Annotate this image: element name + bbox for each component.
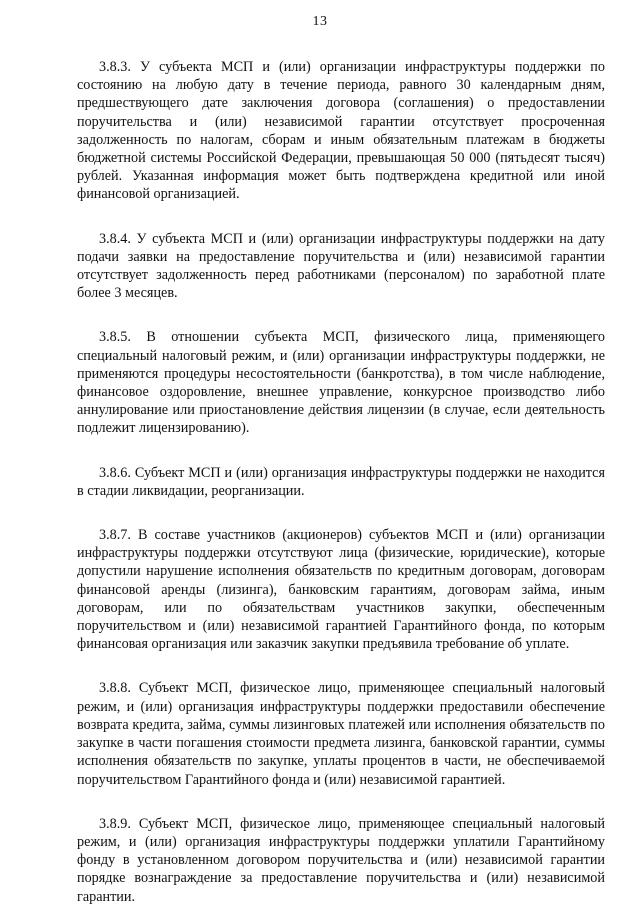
paragraph-3-8-5: 3.8.5. В отношении субъекта МСП, физического лица, применяющего специальный налоговый режим, и (или) организации инфраструктуры поддержки, не применяются процедуры несостоятельности (банкротства), в том числе наблюдение, финансовое оздоровление, внешнее управление, конкурсное производство либо аннулирование или приостановление действия лицензии (в случае, если деятельность подлежит лицензированию). [77, 329, 605, 437]
paragraph-3-8-9: 3.8.9. Субъект МСП, физическое лицо, применяющее специальный налоговый режим, и (или) организация инфраструктуры поддержки уплатили Гарантийному фонду в установленном договором поручительства и (или) независимой гарантии порядке вознаграждение за предоставление поручительства и (или) независимой гарантии. [77, 815, 605, 905]
paragraph-3-8-4: 3.8.4. У субъекта МСП и (или) организации инфраструктуры поддержки на дату подачи заявки на предоставление поручительства и (или) независимой гарантии отсутствует задолженность перед работниками (персоналом) по заработной плате более 3 месяцев. [77, 230, 605, 302]
paragraph-3-8-6: 3.8.6. Субъект МСП и (или) организация инфраструктуры поддержки не находится в стадии ликвидации, реорганизации. [77, 464, 605, 499]
page-number: 13 [312, 14, 328, 29]
paragraph-3-8-3: 3.8.3. У субъекта МСП и (или) организации инфраструктуры поддержки по состоянию на любую дату в течение периода, равного 30 календарным дням, предшествующего дате заключения договора (соглашения) о предоставлении поручительства и (или) независимой гарантии отсутствует просроченная задолженность по налогам, сборам и иным обязательным платежам в бюджеты бюджетной системы Российской Федерации, превышающая 50 000 (пятьдесят тысяч) рублей. Указанная информация может быть подтверждена кредитной или иной финансовой организацией. [77, 59, 605, 203]
document-body [77, 58, 605, 906]
paragraph-3-8-8: 3.8.8. Субъект МСП, физическое лицо, применяющее специальный налоговый режим, и (или) организация инфраструктуры поддержки предоставили обеспечение возврата кредита, займа, суммы лизинговых платежей или исполнения обязательств по закупке в части погашения стоимости предмета лизинга, банковской гарантии, суммы исполнения обязательств по закупке, уплаты процентов в части, не обеспечиваемой поручительством Гарантийного фонда и (или) независимой гарантией. [77, 680, 605, 788]
paragraph-3-8-7: 3.8.7. В составе участников (акционеров) субъектов МСП и (или) организации инфраструктуры поддержки отсутствуют лица (физические, юридические), которые допустили нарушение исполнения обязательств по кредитным договорам, договорам финансовой аренды (лизинга), банковским гарантиям, договорам займа, иным договорам, или по обязательствам участников закупки, обеспеченным поручительством и (или) независимой гарантией Гарантийного фонда, по которым финансовая организация или заказчик закупки предъявила требование об уплате. [77, 527, 605, 653]
